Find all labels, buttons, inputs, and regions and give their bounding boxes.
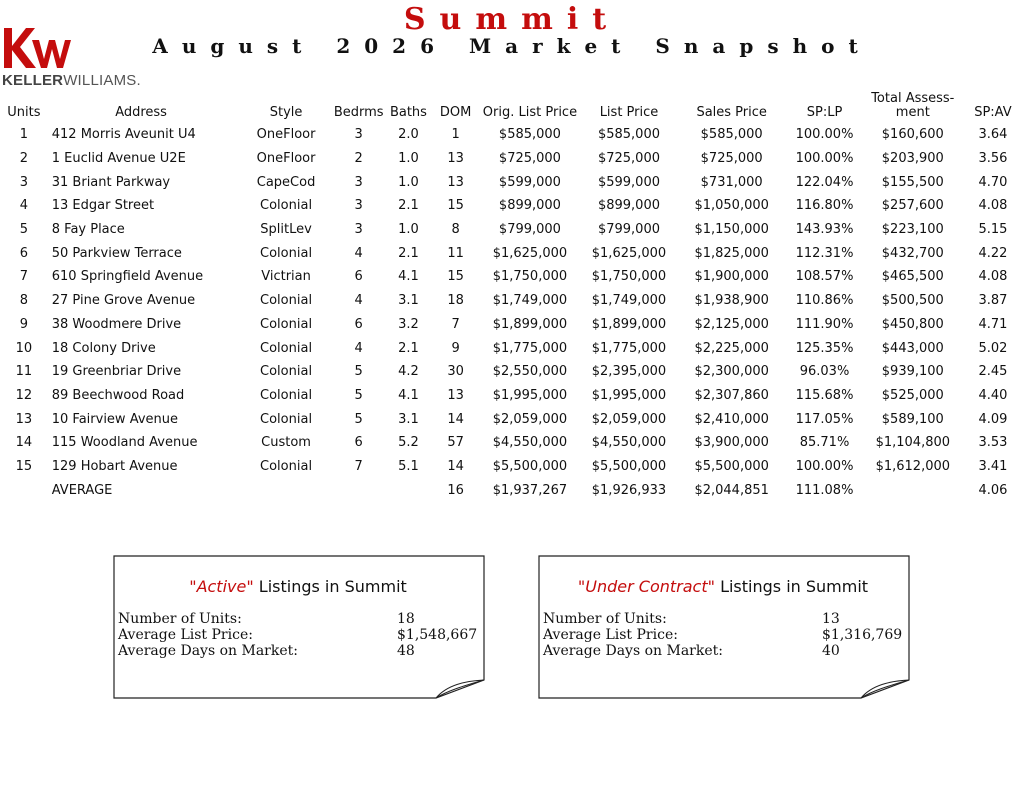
- contract-box-title-em: "Under Contract": [577, 577, 715, 596]
- cell-dom: 13: [447, 151, 464, 167]
- contract-box-stats: [543, 611, 902, 659]
- cell-sp-lp: 122.04%: [795, 174, 854, 190]
- average-cell-orig-list-price: $1,937,267: [492, 482, 568, 498]
- cell-sales-price: $731,000: [700, 174, 763, 190]
- average-cell-total-assessment: [864, 478, 962, 502]
- table-row: [4, 123, 1024, 147]
- cell-address: 610 Springfield Avenue: [51, 269, 204, 285]
- cell-sales-price: $725,000: [700, 151, 763, 167]
- average-cell-style: [240, 478, 331, 502]
- cell-address: 10 Fairview Avenue: [51, 411, 178, 427]
- cell-style: Colonial: [260, 198, 313, 214]
- stat-label: Average List Price:: [543, 627, 678, 643]
- cell-style: Colonial: [260, 387, 313, 403]
- cell-sales-price: $1,150,000: [694, 222, 769, 238]
- cell-orig-list-price: $799,000: [498, 222, 561, 238]
- cell-orig-list-price: $585,000: [498, 127, 561, 143]
- under-contract-box: [538, 555, 908, 697]
- cell-list-price: $2,059,000: [591, 411, 667, 427]
- cell-sales-price: $2,307,860: [694, 387, 769, 403]
- brand-bold: KELLER: [2, 72, 64, 89]
- cell-sp-av: 4.71: [978, 316, 1008, 332]
- cell-style: OneFloor: [256, 151, 316, 167]
- average-cell-sp-av: 4.06: [978, 482, 1008, 498]
- cell-orig-list-price: $725,000: [498, 151, 561, 167]
- cell-bedrms: 3: [354, 222, 363, 238]
- cell-baths: 4.2: [398, 364, 419, 380]
- cell-style: OneFloor: [256, 127, 316, 143]
- cell-sales-price: $2,300,000: [694, 364, 769, 380]
- table-row: [4, 218, 1024, 242]
- cell-units: 5: [19, 222, 29, 238]
- col-sp-av: SP:AV: [974, 105, 1012, 120]
- cell-style: SplitLev: [260, 222, 312, 238]
- cell-total-assessment: $160,600: [881, 127, 944, 143]
- cell-dom: 8: [451, 222, 460, 238]
- stat-label: Number of Units:: [118, 611, 242, 627]
- cell-style: Colonial: [260, 245, 313, 261]
- stat-value: $1,316,769: [822, 627, 903, 643]
- cell-bedrms: 6: [354, 269, 363, 285]
- table-row: [4, 360, 1024, 384]
- cell-style: Colonial: [260, 458, 313, 474]
- cell-sp-av: 5.15: [978, 222, 1008, 238]
- contract-box-title-rest: Listings in Summit: [714, 577, 869, 596]
- stat-row: [118, 643, 477, 659]
- cell-sp-av: 4.40: [978, 387, 1008, 403]
- cell-units: 13: [15, 411, 33, 427]
- col-total-assessment-line1: Total Assess-: [871, 91, 955, 106]
- cell-address: 19 Greenbriar Drive: [51, 364, 182, 380]
- stat-label: Average Days on Market:: [543, 643, 723, 659]
- cell-address: 115 Woodland Avenue: [51, 435, 198, 451]
- cell-baths: 3.1: [398, 293, 419, 309]
- cell-units: 2: [19, 151, 29, 167]
- cell-orig-list-price: $4,550,000: [492, 435, 568, 451]
- cell-total-assessment: $443,000: [881, 340, 944, 356]
- cell-orig-list-price: $5,500,000: [492, 458, 568, 474]
- cell-baths: 1.0: [398, 151, 419, 167]
- cell-sales-price: $1,938,900: [694, 293, 769, 309]
- cell-sp-lp: 143.93%: [795, 222, 854, 238]
- table-row: [4, 147, 1024, 171]
- cell-address: 8 Fay Place: [51, 222, 125, 238]
- cell-bedrms: 2: [354, 151, 363, 167]
- cell-total-assessment: $223,100: [881, 222, 944, 238]
- cell-list-price: $1,749,000: [591, 293, 667, 309]
- cell-units: 3: [19, 174, 29, 190]
- cell-sp-av: 3.53: [978, 435, 1008, 451]
- stat-value: 48: [397, 643, 415, 659]
- active-box-title-rest: Listings in Summit: [253, 577, 407, 596]
- col-baths: Baths: [389, 105, 427, 120]
- cell-bedrms: 4: [354, 245, 363, 261]
- cell-total-assessment: $500,500: [881, 293, 944, 309]
- cell-dom: 18: [447, 293, 464, 309]
- cell-total-assessment: $525,000: [881, 387, 944, 403]
- stat-value: $1,548,667: [397, 627, 478, 643]
- cell-baths: 4.1: [398, 269, 419, 285]
- cell-units: 11: [15, 364, 33, 380]
- cell-sp-av: 4.08: [978, 198, 1008, 214]
- cell-address: 18 Colony Drive: [51, 340, 156, 356]
- cell-style: Colonial: [260, 364, 313, 380]
- contract-box-title: [538, 577, 908, 596]
- cell-bedrms: 5: [354, 411, 363, 427]
- cell-sp-av: 4.08: [978, 269, 1008, 285]
- kw-wordmark: [2, 72, 141, 89]
- cell-dom: 9: [451, 340, 460, 356]
- cell-dom: 13: [447, 387, 464, 403]
- cell-baths: 5.2: [398, 435, 419, 451]
- cell-bedrms: 7: [354, 458, 363, 474]
- cell-baths: 4.1: [398, 387, 419, 403]
- cell-bedrms: 4: [354, 293, 363, 309]
- cell-orig-list-price: $1,749,000: [492, 293, 568, 309]
- cell-list-price: $585,000: [597, 127, 660, 143]
- cell-orig-list-price: $1,625,000: [492, 245, 568, 261]
- cell-total-assessment: $1,612,000: [875, 458, 951, 474]
- cell-style: CapeCod: [256, 174, 316, 190]
- cell-baths: 5.1: [398, 458, 419, 474]
- stat-label: Average List Price:: [118, 627, 253, 643]
- table-row: [4, 313, 1024, 337]
- col-address: Address: [115, 105, 167, 120]
- cell-total-assessment: $450,800: [881, 316, 944, 332]
- cell-bedrms: 3: [354, 198, 363, 214]
- cell-total-assessment: $203,900: [881, 151, 944, 167]
- cell-sp-lp: 108.57%: [795, 269, 854, 285]
- cell-units: 1: [19, 127, 29, 143]
- cell-sales-price: $2,125,000: [694, 316, 769, 332]
- cell-list-price: $1,899,000: [591, 316, 667, 332]
- cell-sp-av: 4.22: [978, 245, 1008, 261]
- cell-total-assessment: $432,700: [881, 245, 944, 261]
- cell-sp-av: 3.56: [978, 151, 1008, 167]
- page-title: Summit: [403, 2, 621, 37]
- cell-list-price: $5,500,000: [591, 458, 667, 474]
- kw-logo: [2, 26, 72, 70]
- cell-sales-price: $2,410,000: [694, 411, 769, 427]
- cell-units: 9: [19, 316, 29, 332]
- cell-style: Colonial: [260, 316, 313, 332]
- cell-orig-list-price: $599,000: [498, 174, 561, 190]
- cell-bedrms: 3: [354, 174, 363, 190]
- cell-sp-lp: 116.80%: [795, 198, 854, 214]
- cell-address: 412 Morris Aveunit U4: [51, 127, 196, 143]
- cell-baths: 2.1: [398, 198, 419, 214]
- col-sp-lp: SP:LP: [806, 105, 843, 120]
- cell-dom: 15: [447, 198, 464, 214]
- cell-sp-lp: 85.71%: [799, 435, 850, 451]
- col-orig-list-price: Orig. List Price: [482, 105, 578, 120]
- cell-orig-list-price: $1,775,000: [492, 340, 568, 356]
- cell-baths: 2.1: [398, 340, 419, 356]
- stat-row: [543, 643, 902, 659]
- cell-list-price: $1,750,000: [591, 269, 667, 285]
- cell-total-assessment: $1,104,800: [875, 435, 951, 451]
- cell-sp-lp: 96.03%: [799, 364, 850, 380]
- cell-bedrms: 4: [354, 340, 363, 356]
- cell-list-price: $799,000: [597, 222, 660, 238]
- cell-address: 129 Hobart Avenue: [51, 458, 178, 474]
- cell-sp-av: 3.87: [978, 293, 1008, 309]
- cell-baths: 2.0: [398, 127, 419, 143]
- table-header-row: [4, 92, 1024, 123]
- table-row: [4, 265, 1024, 289]
- page-subtitle: August 2026 Market Snapshot: [152, 34, 872, 58]
- cell-address: 13 Edgar Street: [51, 198, 155, 214]
- cell-sales-price: $2,225,000: [694, 340, 769, 356]
- cell-sp-lp: 110.86%: [795, 293, 854, 309]
- col-units: Units: [7, 105, 41, 120]
- cell-baths: 1.0: [398, 222, 419, 238]
- stat-label: Number of Units:: [543, 611, 667, 627]
- cell-units: 8: [19, 293, 29, 309]
- cell-dom: 14: [447, 458, 464, 474]
- cell-sales-price: $3,900,000: [694, 435, 769, 451]
- stat-row: [118, 627, 477, 643]
- table-row: [4, 455, 1024, 479]
- stat-value: 40: [822, 643, 840, 659]
- cell-sales-price: $585,000: [700, 127, 763, 143]
- cell-dom: 15: [447, 269, 464, 285]
- cell-units: 15: [15, 458, 33, 474]
- cell-bedrms: 6: [354, 316, 363, 332]
- cell-sales-price: $1,825,000: [694, 245, 769, 261]
- cell-list-price: $1,625,000: [591, 245, 667, 261]
- cell-style: Colonial: [260, 293, 313, 309]
- cell-dom: 1: [451, 127, 460, 143]
- cell-style: Custom: [261, 435, 311, 451]
- stat-row: [543, 611, 902, 627]
- col-total-assessment-line2: ment: [895, 105, 930, 120]
- cell-bedrms: 5: [354, 387, 363, 403]
- cell-list-price: $2,395,000: [591, 364, 667, 380]
- cell-orig-list-price: $1,995,000: [492, 387, 568, 403]
- average-cell-list-price: $1,926,933: [591, 482, 667, 498]
- table-row: [4, 407, 1024, 431]
- cell-total-assessment: $257,600: [881, 198, 944, 214]
- average-cell-sales-price: $2,044,851: [694, 482, 769, 498]
- cell-address: 1 Euclid Avenue U2E: [51, 151, 186, 167]
- cell-orig-list-price: $1,899,000: [492, 316, 568, 332]
- cell-dom: 30: [447, 364, 464, 380]
- stat-row: [543, 627, 902, 643]
- cell-sales-price: $1,900,000: [694, 269, 769, 285]
- average-cell-baths: [386, 478, 432, 502]
- cell-dom: 7: [451, 316, 460, 332]
- stat-label: Average Days on Market:: [118, 643, 298, 659]
- table-row: [4, 170, 1024, 194]
- cell-total-assessment: $465,500: [881, 269, 944, 285]
- table-row: [4, 384, 1024, 408]
- snapshot-table: [4, 92, 1024, 502]
- cell-total-assessment: $939,100: [881, 364, 944, 380]
- cell-dom: 13: [447, 174, 464, 190]
- cell-sp-lp: 111.90%: [795, 316, 854, 332]
- cell-list-price: $1,995,000: [591, 387, 667, 403]
- cell-list-price: $599,000: [597, 174, 660, 190]
- cell-sp-lp: 100.00%: [795, 458, 854, 474]
- cell-style: Colonial: [260, 411, 313, 427]
- cell-address: 27 Pine Grove Avenue: [51, 293, 196, 309]
- cell-units: 4: [19, 198, 29, 214]
- cell-units: 7: [19, 269, 29, 285]
- cell-sales-price: $5,500,000: [694, 458, 769, 474]
- cell-units: 14: [15, 435, 33, 451]
- cell-list-price: $4,550,000: [591, 435, 667, 451]
- cell-style: Colonial: [260, 340, 313, 356]
- stat-value: 18: [397, 611, 415, 627]
- cell-sp-av: 4.70: [978, 174, 1008, 190]
- cell-bedrms: 6: [354, 435, 363, 451]
- cell-total-assessment: $589,100: [881, 411, 944, 427]
- brand-rest: WILLIAMS.: [63, 72, 141, 89]
- kw-logo-icon: [2, 26, 72, 70]
- cell-sp-lp: 117.05%: [795, 411, 854, 427]
- cell-list-price: $1,775,000: [591, 340, 667, 356]
- cell-orig-list-price: $2,550,000: [492, 364, 568, 380]
- cell-dom: 11: [447, 245, 464, 261]
- table-row: [4, 431, 1024, 455]
- cell-baths: 3.2: [398, 316, 419, 332]
- cell-orig-list-price: $2,059,000: [492, 411, 568, 427]
- cell-sp-av: 3.41: [978, 458, 1008, 474]
- cell-baths: 1.0: [398, 174, 419, 190]
- cell-style: Victrian: [261, 269, 311, 285]
- average-cell-sp-lp: 111.08%: [795, 482, 854, 498]
- cell-sp-lp: 112.31%: [795, 245, 854, 261]
- cell-sp-lp: 100.00%: [795, 127, 854, 143]
- cell-baths: 2.1: [398, 245, 419, 261]
- cell-sales-price: $1,050,000: [694, 198, 769, 214]
- table-row: [4, 289, 1024, 313]
- cell-address: 38 Woodmere Drive: [51, 316, 182, 332]
- average-cell-bedrms: [332, 478, 386, 502]
- average-row: [4, 478, 1024, 502]
- cell-list-price: $899,000: [597, 198, 660, 214]
- cell-bedrms: 5: [354, 364, 363, 380]
- cell-sp-lp: 115.68%: [795, 387, 854, 403]
- cell-dom: 57: [447, 435, 464, 451]
- col-total-assessment: [864, 92, 962, 123]
- col-bedrms: Bedrms: [333, 105, 384, 120]
- cell-units: 6: [19, 245, 29, 261]
- stat-value: 13: [822, 611, 840, 627]
- cell-sp-av: 3.64: [978, 127, 1008, 143]
- active-box-title: [113, 577, 483, 596]
- cell-total-assessment: $155,500: [881, 174, 944, 190]
- average-cell-units: [4, 478, 44, 502]
- cell-units: 12: [15, 387, 33, 403]
- average-cell-address: AVERAGE: [51, 482, 113, 498]
- col-sales-price: Sales Price: [696, 105, 767, 120]
- active-box-stats: [118, 611, 477, 659]
- stat-row: [118, 611, 477, 627]
- cell-sp-av: 4.09: [978, 411, 1008, 427]
- table-row: [4, 241, 1024, 265]
- active-listings-box: [113, 555, 483, 697]
- cell-bedrms: 3: [354, 127, 363, 143]
- cell-orig-list-price: $899,000: [498, 198, 561, 214]
- cell-address: 31 Briant Parkway: [51, 174, 171, 190]
- col-style: Style: [269, 105, 303, 120]
- cell-units: 10: [15, 340, 33, 356]
- cell-address: 89 Beechwood Road: [51, 387, 185, 403]
- cell-sp-av: 2.45: [978, 364, 1008, 380]
- cell-sp-lp: 100.00%: [795, 151, 854, 167]
- cell-sp-av: 5.02: [978, 340, 1008, 356]
- cell-orig-list-price: $1,750,000: [492, 269, 568, 285]
- cell-sp-lp: 125.35%: [795, 340, 854, 356]
- cell-list-price: $725,000: [597, 151, 660, 167]
- col-list-price: List Price: [599, 105, 659, 120]
- average-cell-dom: 16: [447, 482, 464, 498]
- cell-baths: 3.1: [398, 411, 419, 427]
- cell-address: 50 Parkview Terrace: [51, 245, 182, 261]
- table-row: [4, 194, 1024, 218]
- active-box-title-em: "Active": [189, 577, 254, 596]
- table-row: [4, 336, 1024, 360]
- cell-dom: 14: [447, 411, 464, 427]
- col-dom: DOM: [439, 105, 472, 120]
